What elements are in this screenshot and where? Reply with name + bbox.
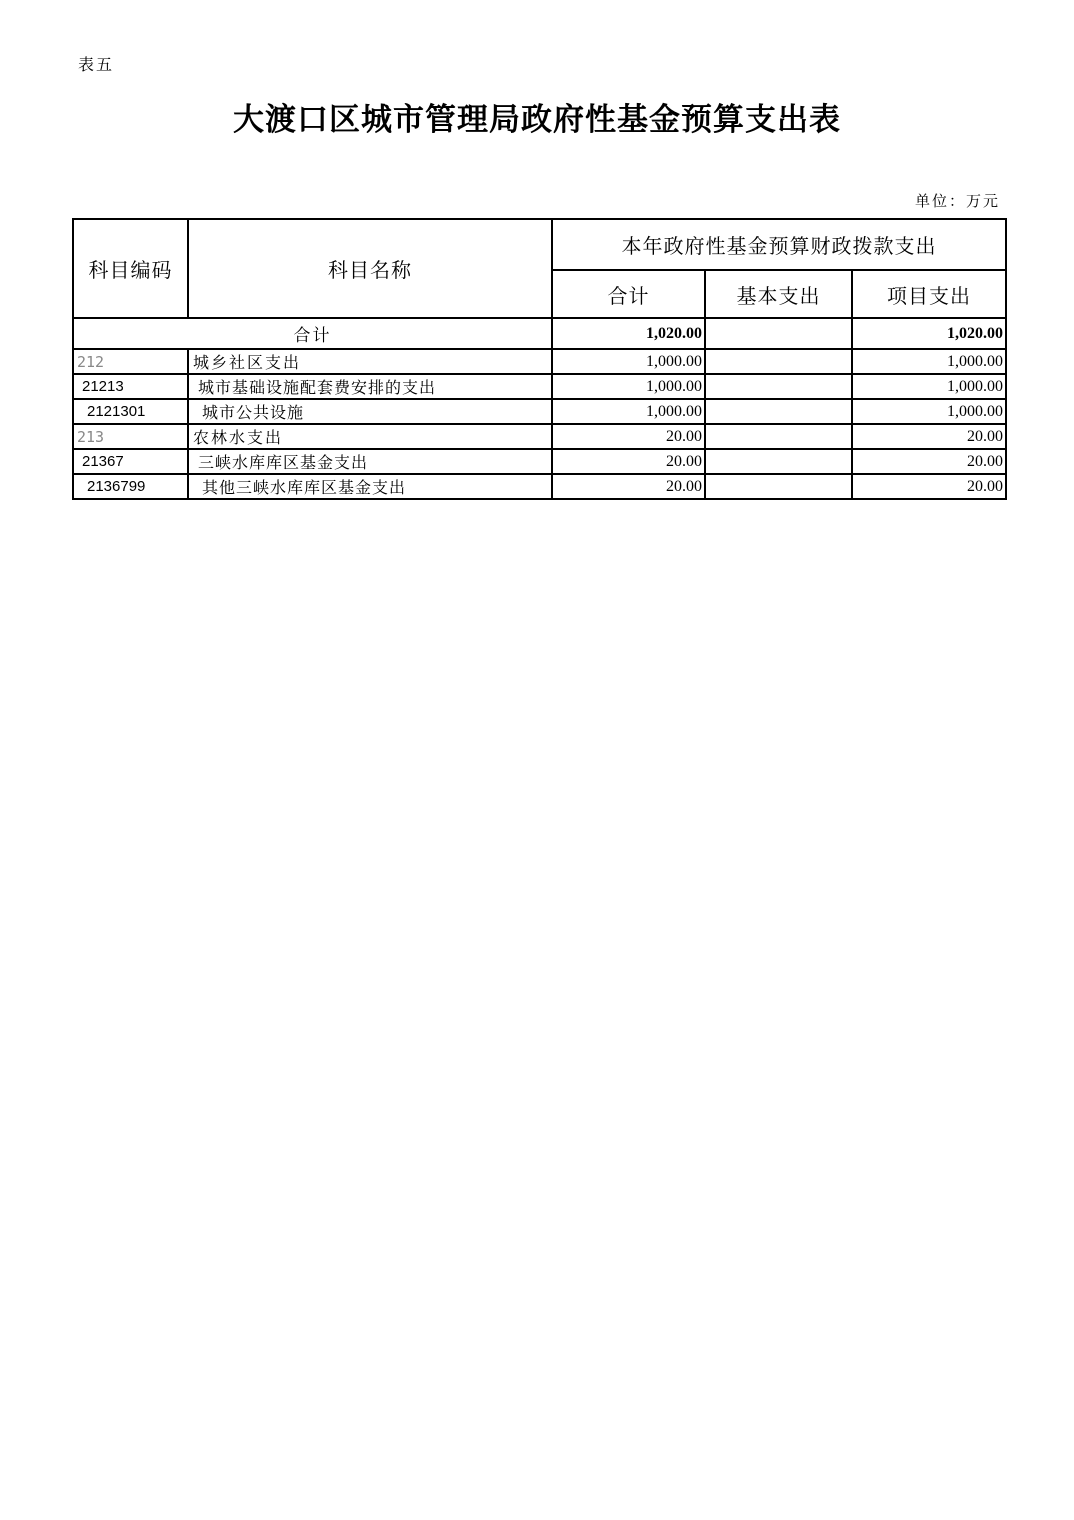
row-basic: [705, 399, 852, 424]
row-code: 21367: [73, 449, 188, 474]
row-code: 212: [73, 349, 188, 374]
row-project: 20.00: [852, 424, 1006, 449]
table-row: [73, 424, 1006, 449]
row-project: 20.00: [852, 449, 1006, 474]
unit-label: 单位：万元: [914, 192, 1000, 210]
total-basic: [705, 318, 852, 349]
row-project: 1,000.00: [852, 399, 1006, 424]
row-name: 三峡水库库区基金支出: [188, 449, 552, 474]
table-row: [73, 349, 1006, 374]
row-total: 1,000.00: [552, 374, 705, 399]
total-label: 合计: [73, 318, 552, 349]
row-code: 213: [73, 424, 188, 449]
row-code: 2121301: [73, 399, 188, 424]
budget-table: [72, 218, 1007, 500]
row-name: 城乡社区支出: [188, 349, 552, 374]
total-project: 1,020.00: [852, 318, 1006, 349]
header-group: 本年政府性基金预算财政拨款支出: [552, 219, 1006, 270]
header-name: 科目名称: [188, 219, 552, 318]
row-total: 1,000.00: [552, 349, 705, 374]
form-number: 表五: [78, 55, 115, 74]
header-basic: 基本支出: [705, 270, 852, 318]
header-code: 科目编码: [73, 219, 188, 318]
row-basic: [705, 349, 852, 374]
page-title: 大渡口区城市管理局政府性基金预算支出表: [233, 102, 841, 138]
row-total: 1,000.00: [552, 399, 705, 424]
table-row: [73, 374, 1006, 399]
row-code: 2136799: [73, 474, 188, 499]
row-name: 城市基础设施配套费安排的支出: [188, 374, 552, 399]
total-row: [73, 318, 1006, 349]
table-row: [73, 399, 1006, 424]
row-basic: [705, 449, 852, 474]
row-basic: [705, 424, 852, 449]
row-project: 1,000.00: [852, 374, 1006, 399]
header-project: 项目支出: [852, 270, 1006, 318]
row-total: 20.00: [552, 474, 705, 499]
total-amount: 1,020.00: [552, 318, 705, 349]
row-name: 其他三峡水库库区基金支出: [188, 474, 552, 499]
row-name: 城市公共设施: [188, 399, 552, 424]
row-total: 20.00: [552, 449, 705, 474]
row-project: 20.00: [852, 474, 1006, 499]
row-basic: [705, 474, 852, 499]
table-row: [73, 449, 1006, 474]
table-row: [73, 474, 1006, 499]
row-basic: [705, 374, 852, 399]
row-project: 1,000.00: [852, 349, 1006, 374]
header-total: 合计: [552, 270, 705, 318]
row-name: 农林水支出: [188, 424, 552, 449]
row-total: 20.00: [552, 424, 705, 449]
row-code: 21213: [73, 374, 188, 399]
